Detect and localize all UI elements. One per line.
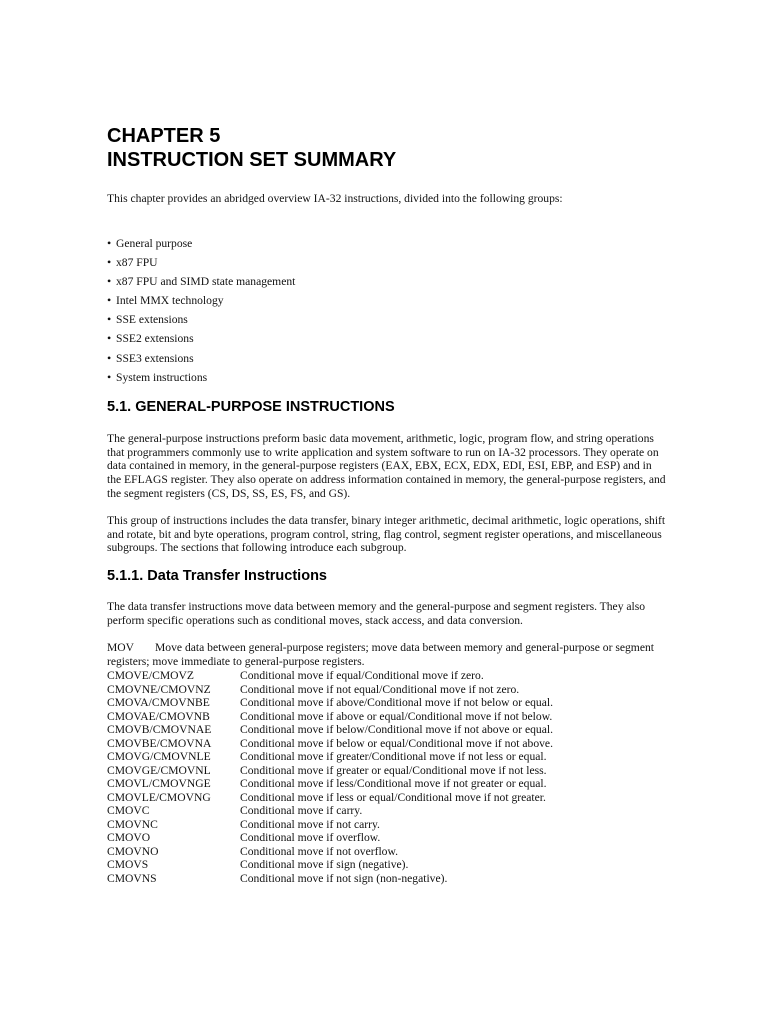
instruction-mnemonic: CMOVG/CMOVNLE bbox=[107, 750, 211, 763]
group-label: SSE3 extensions bbox=[116, 351, 194, 365]
instruction-description: Conditional move if not overflow. bbox=[240, 844, 398, 858]
instruction-row bbox=[107, 777, 553, 791]
group-label: SSE extensions bbox=[116, 313, 188, 327]
bullet-icon: • bbox=[107, 331, 112, 346]
instruction-row bbox=[107, 764, 553, 778]
bullet-icon: • bbox=[107, 369, 112, 384]
instruction-description: Conditional move if above or equal/Conditional move if not below. bbox=[240, 709, 553, 723]
instruction-row bbox=[107, 791, 553, 805]
instruction-description: Conditional move if below or equal/Conditional move if not above. bbox=[240, 736, 553, 750]
instruction-row bbox=[107, 831, 553, 845]
group-label: x87 FPU and SIMD state management bbox=[116, 275, 296, 289]
chapter-intro: This chapter provides an abridged overview IA-32 instructions, divided into the following groups: bbox=[107, 192, 563, 205]
instruction-mnemonic: CMOVBE/CMOVNA bbox=[107, 736, 212, 750]
instruction-mnemonic: CMOVB/CMOVNAE bbox=[107, 723, 212, 736]
group-label: General purpose bbox=[116, 237, 193, 250]
section-heading-data-transfer: 5.1.1. Data Transfer Instructions bbox=[107, 568, 327, 584]
instruction-mnemonic: CMOVNS bbox=[107, 871, 157, 885]
instruction-description: Conditional move if less or equal/Conditional move if not greater. bbox=[240, 790, 546, 804]
group-label: x87 FPU bbox=[116, 256, 158, 270]
instruction-description: Conditional move if not carry. bbox=[240, 817, 380, 831]
group-list-item bbox=[107, 351, 295, 370]
instruction-description: Conditional move if not sign (non-negative). bbox=[240, 871, 448, 885]
instruction-mnemonic: CMOVNO bbox=[107, 844, 159, 858]
instruction-row bbox=[107, 858, 553, 872]
instruction-mnemonic: CMOVAE/CMOVNB bbox=[107, 709, 210, 723]
instruction-row bbox=[107, 750, 553, 764]
instruction-row bbox=[107, 683, 553, 697]
instruction-mnemonic: CMOVGE/CMOVNL bbox=[107, 763, 211, 777]
group-label: System instructions bbox=[116, 370, 208, 384]
group-list-item bbox=[107, 331, 295, 350]
group-list-item bbox=[107, 370, 295, 389]
chapter-title: INSTRUCTION SET SUMMARY bbox=[107, 149, 397, 171]
instruction-description: Conditional move if greater or equal/Conditional move if not less. bbox=[240, 763, 547, 777]
instruction-description: Conditional move if greater/Conditional move if not less or equal. bbox=[240, 750, 547, 763]
mov-entry bbox=[107, 641, 667, 668]
instruction-description: Conditional move if overflow. bbox=[240, 831, 381, 844]
instruction-mnemonic: CMOVE/CMOVZ bbox=[107, 669, 194, 682]
instruction-row bbox=[107, 737, 553, 751]
instruction-row bbox=[107, 804, 553, 818]
bullet-icon: • bbox=[107, 312, 112, 327]
group-label: SSE2 extensions bbox=[116, 332, 194, 346]
general-purpose-paragraph-1: The general-purpose instructions preform basic data movement, arithmetic, logic, program flow, and string operations that programmers commonly use to write application and system software to run on IA-32 processors. They operate on data contained in memory, in the general-purpose registers (EAX, EBX, ECX, EDX, EDI, ESI, EBP, and ESP) and in the EFLAGS register. They also operate on address information contained in memory, the general-purpose registers, and the segment registers (CS, DS, SS, ES, FS, and GS). bbox=[107, 432, 666, 500]
group-list-item bbox=[107, 255, 295, 274]
instruction-row bbox=[107, 696, 553, 710]
bullet-icon: • bbox=[107, 293, 112, 308]
instruction-mnemonic: CMOVLE/CMOVNG bbox=[107, 790, 211, 804]
instruction-mnemonic: CMOVC bbox=[107, 804, 150, 817]
instruction-description: Conditional move if less/Conditional move if not greater or equal. bbox=[240, 777, 547, 790]
chapter-heading bbox=[107, 124, 396, 172]
instruction-group-list bbox=[107, 236, 295, 389]
group-list-item bbox=[107, 274, 295, 293]
instruction-mnemonic: CMOVNE/CMOVNZ bbox=[107, 682, 211, 696]
instruction-description: Conditional move if sign (negative). bbox=[240, 858, 409, 871]
instruction-mnemonic: CMOVO bbox=[107, 831, 151, 844]
group-list-item bbox=[107, 293, 295, 312]
instruction-description: Conditional move if carry. bbox=[240, 804, 363, 817]
data-transfer-intro: The data transfer instructions move data between memory and the general-purpose and segment registers. They also perform specific operations such as conditional moves, stack access, and data conversion. bbox=[107, 600, 646, 627]
instruction-mnemonic: CMOVNC bbox=[107, 817, 158, 831]
instruction-mnemonic: CMOVA/CMOVNBE bbox=[107, 696, 210, 709]
chapter-number: CHAPTER 5 bbox=[107, 125, 221, 147]
instruction-table bbox=[107, 669, 553, 885]
instruction-row bbox=[107, 669, 553, 683]
section-heading-general-purpose: 5.1. GENERAL-PURPOSE INSTRUCTIONS bbox=[107, 399, 395, 415]
instruction-description: Conditional move if above/Conditional move if not below or equal. bbox=[240, 696, 553, 709]
instruction-row bbox=[107, 872, 553, 886]
mov-description: Move data between general-purpose registers; move data between memory and general-purpose or segment registers; move immediate to general-purpose registers. bbox=[107, 641, 654, 668]
instruction-description: Conditional move if equal/Conditional move if zero. bbox=[240, 669, 484, 682]
instruction-mnemonic: CMOVS bbox=[107, 858, 149, 871]
bullet-icon: • bbox=[107, 274, 112, 289]
instruction-row bbox=[107, 845, 553, 859]
mov-mnemonic: MOV bbox=[107, 641, 135, 654]
general-purpose-paragraph-2: This group of instructions includes the data transfer, binary integer arithmetic, decimal arithmetic, logic operations, shift and rotate, bit and byte operations, program control, string, flag control, segment register operations, and miscellaneous subgroups. The sections that following introduce each subgroup. bbox=[107, 514, 666, 555]
bullet-icon: • bbox=[107, 255, 112, 270]
bullet-icon: • bbox=[107, 350, 112, 365]
instruction-description: Conditional move if below/Conditional move if not above or equal. bbox=[240, 723, 553, 736]
group-list-item bbox=[107, 312, 295, 331]
instruction-row bbox=[107, 818, 553, 832]
instruction-row bbox=[107, 723, 553, 737]
instruction-mnemonic: CMOVL/CMOVNGE bbox=[107, 777, 211, 790]
group-label: Intel MMX technology bbox=[116, 294, 224, 308]
group-list-item bbox=[107, 236, 295, 255]
instruction-description: Conditional move if not equal/Conditional move if not zero. bbox=[240, 682, 520, 696]
bullet-icon: • bbox=[107, 236, 112, 250]
instruction-row bbox=[107, 710, 553, 724]
